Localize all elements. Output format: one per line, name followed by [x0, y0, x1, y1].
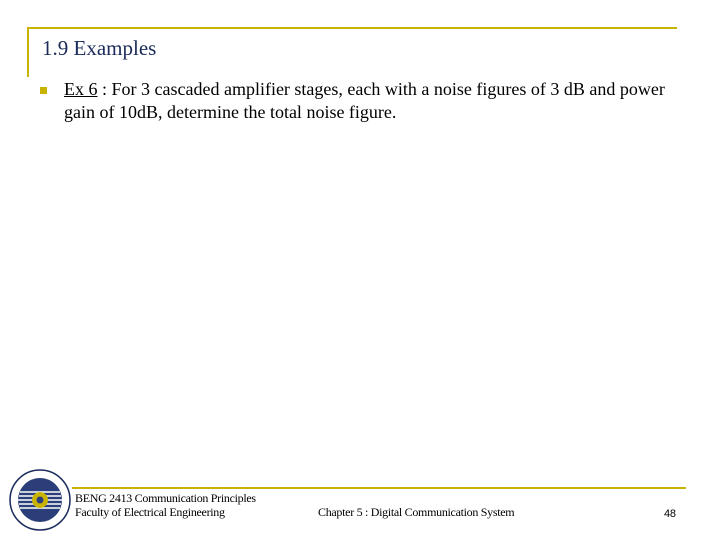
slide-title: 1.9 Examples [42, 36, 157, 60]
bullet-text [64, 78, 694, 124]
bullet-square-icon [40, 87, 47, 94]
footer-course: BENG 2413 Communication Principles [75, 491, 256, 505]
example-question: : For 3 cascaded amplifier stages, each with a noise figures of 3 dB and power gain of 10dB, determine the total noise figure. [64, 79, 665, 122]
footer-chapter: Chapter 5 : Digital Communication System [318, 505, 515, 519]
example-label: Ex 6 [64, 79, 98, 99]
footer-faculty: Faculty of Electrical Engineering [75, 505, 225, 519]
university-seal-icon [8, 468, 72, 532]
footer-divider [72, 487, 686, 489]
page-number: 48 [664, 508, 676, 520]
